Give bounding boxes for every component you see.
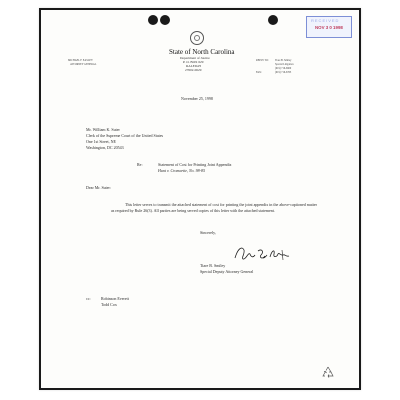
re-line-2: Hunt v. Cromartie, No. 98-85 [158,168,205,173]
frame-right-edge [359,8,361,390]
stamp-date: NOV 3 0 1998 [315,25,343,30]
re-label: Re: [137,162,143,167]
punch-hole-center [160,15,170,25]
recipient-line-1: Mr. William K. Suter [86,127,120,132]
recipient-line-2: Clerk of the Supreme Court of the United States [86,133,164,138]
fax-label: FAX: [256,71,262,74]
department-name: Department of Justice [180,56,210,60]
signer-name: Tiare B. Smiley [200,263,226,268]
recipient-line-4: Washington, DC 20543 [86,145,124,150]
state-seal-icon [190,31,204,45]
stamp-received-text: RECEIVED [311,18,340,23]
punch-hole-left [148,15,158,25]
letter-page [39,8,361,390]
reply-phone: (919) 716-6900 [275,67,292,70]
po-box: P. O. BOX 629 [183,60,204,64]
frame-bottom-edge [39,388,361,390]
recycle-icon [321,365,335,379]
letter-date: November 25, 1998 [181,96,213,101]
handwritten-signature [232,242,292,266]
attorney-general-name: MICHAEL F. EASLEY [68,59,93,62]
frame-left-edge [39,8,41,390]
cc-name-1: Robinson Everett [101,296,129,301]
city: RALEIGH [186,64,201,68]
recipient-line-3: One 1st Street, NE [86,139,116,144]
reply-to-label: REPLY TO: [256,59,269,62]
body-paragraph: This letter serves to transmit the attached statement of cost for printing the joint appendix in the above-captioned matter as required by Rule 26(3). All parties are being served copies of this letter with the attached statement. [111,202,317,213]
signer-title: Special Deputy Attorney General [200,269,254,274]
cc-label: cc: [86,296,91,301]
attorney-general-title: ATTORNEY GENERAL [70,63,97,66]
zip-code: 27602-0629 [185,68,202,72]
reply-title: Special Litigation [275,63,294,66]
cc-name-2: Todd Cox [101,302,117,307]
frame-top-edge [39,8,361,10]
state-name: State of North Carolina [169,48,235,56]
re-line-1: Statement of Cost for Printing Joint Appendix [158,162,232,167]
fax-number: (919) 716-6763 [275,71,292,74]
received-date-stamp [306,16,352,38]
reply-name: Tiare B. Smiley [275,59,292,62]
closing: Sincerely, [200,230,216,235]
salutation: Dear Mr. Suter: [86,185,111,190]
punch-hole-right [268,15,278,25]
